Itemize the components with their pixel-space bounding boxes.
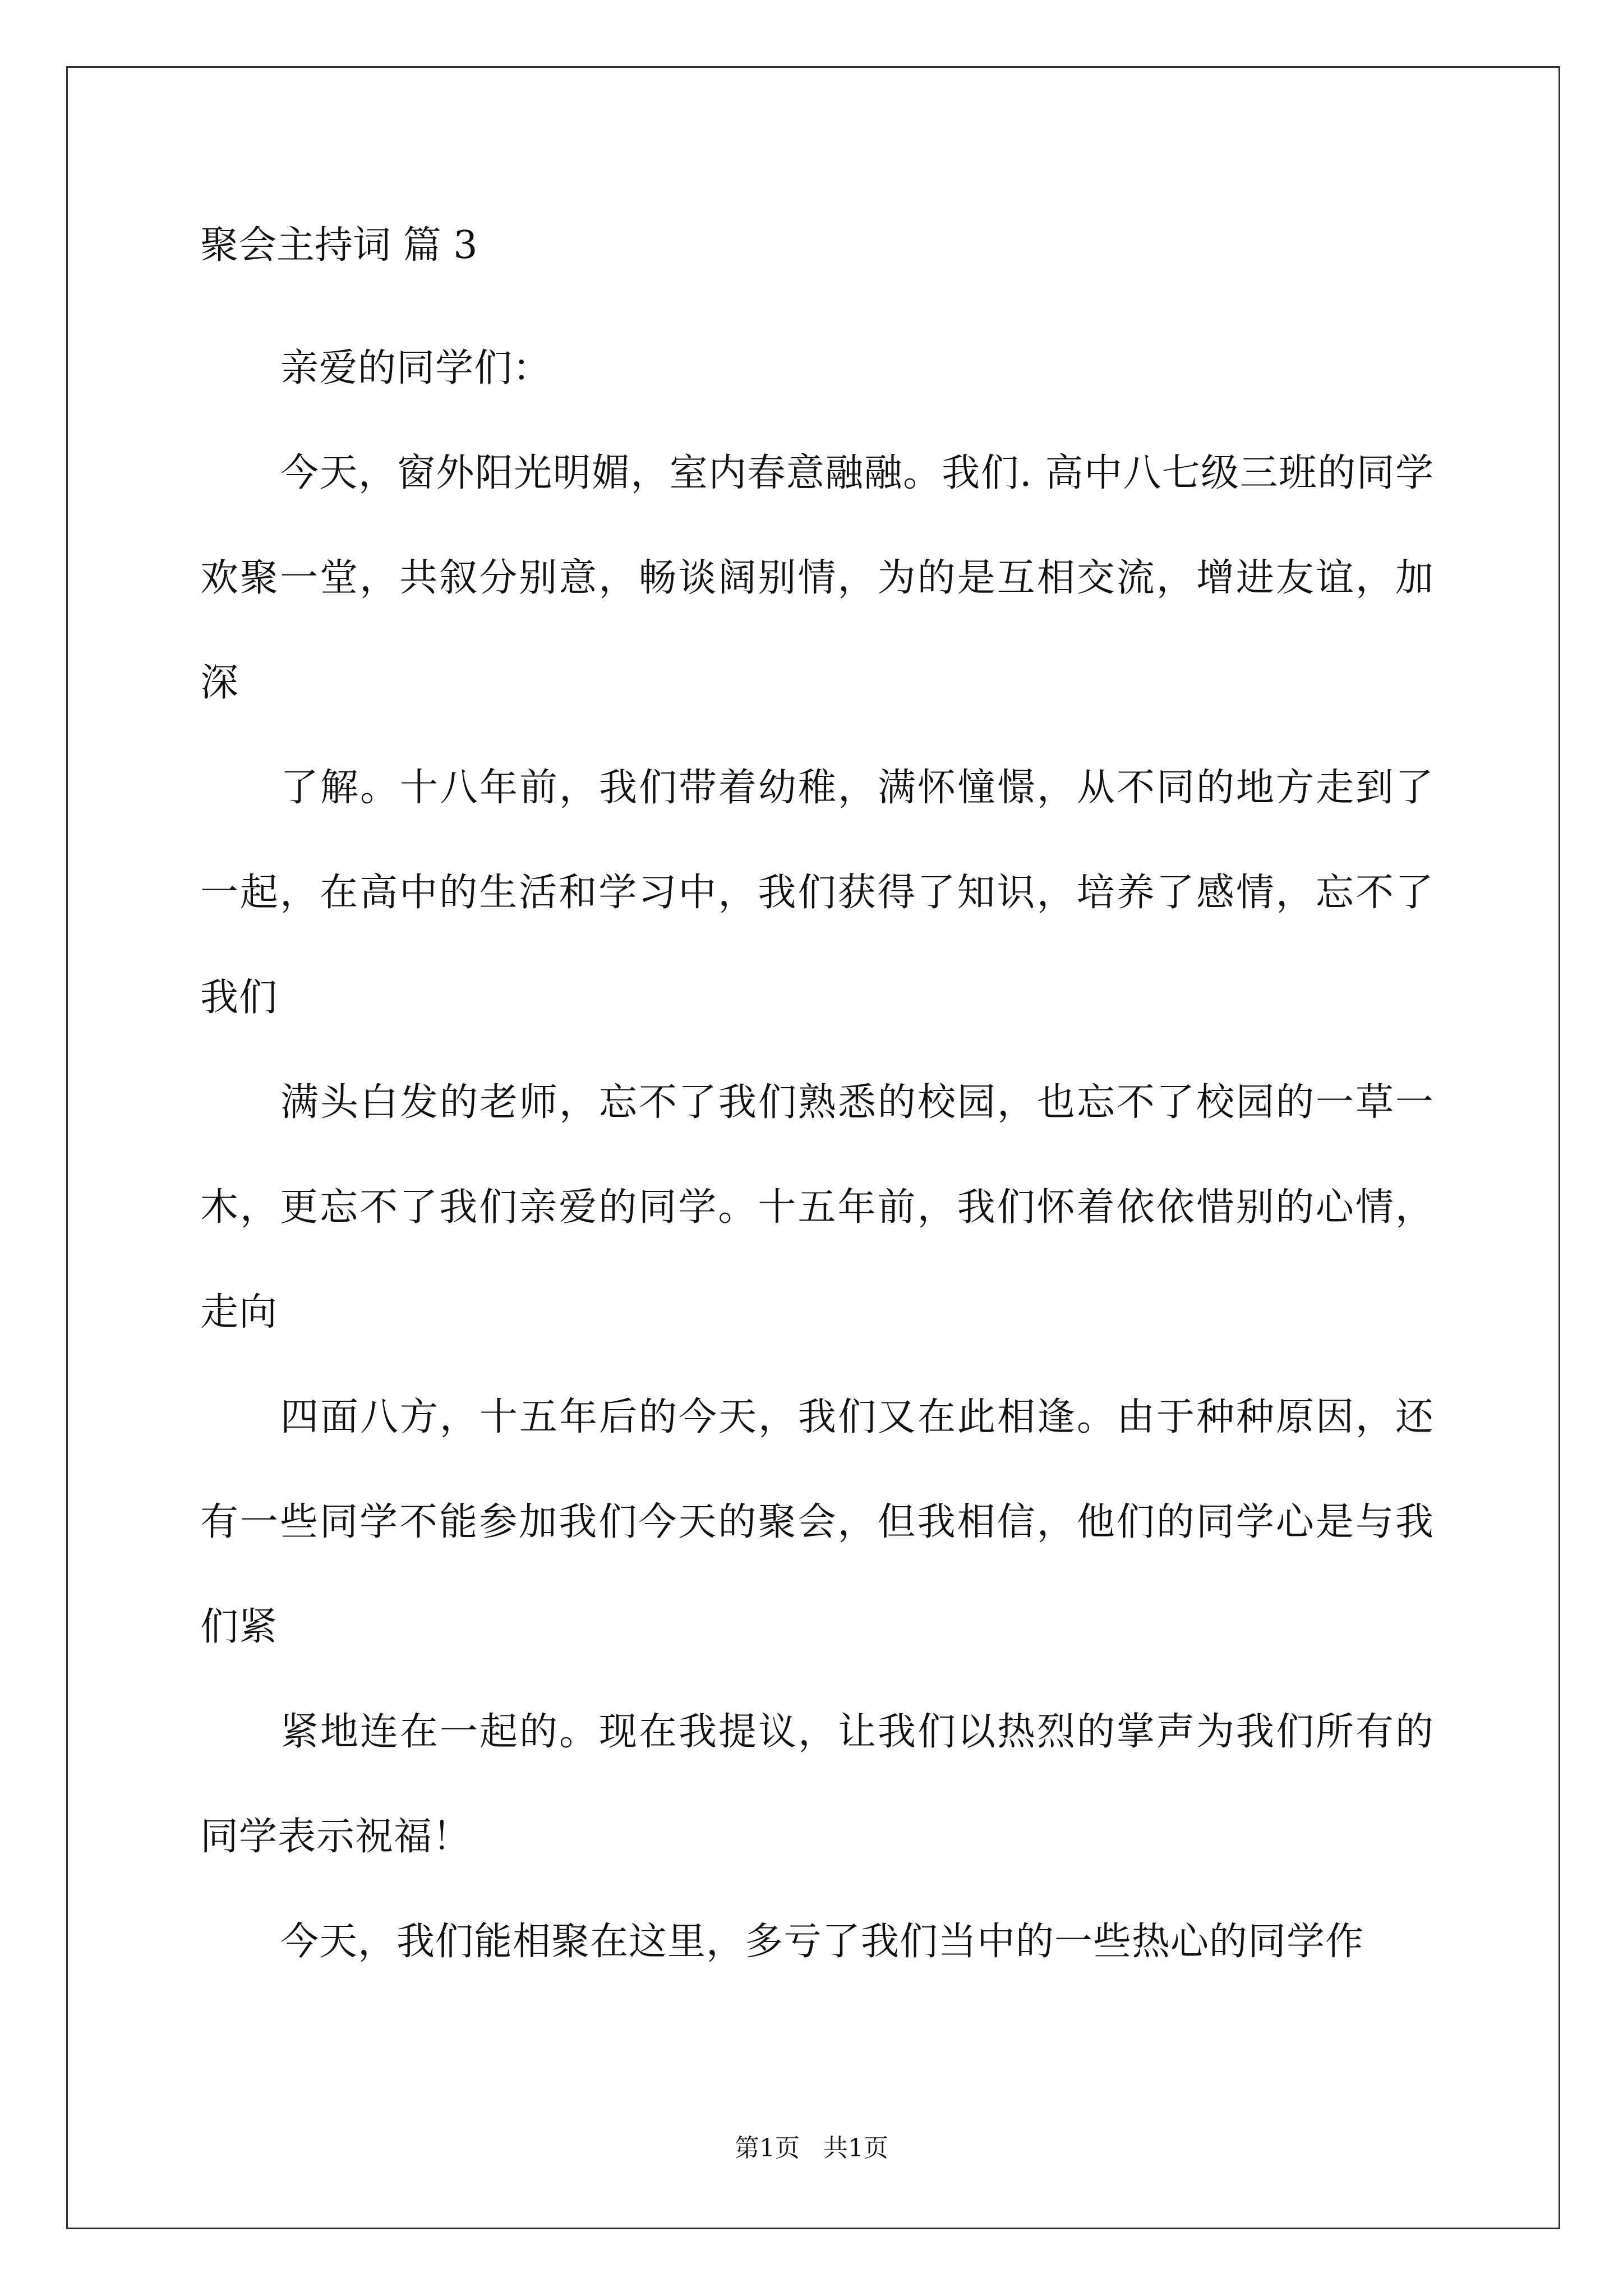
paragraph: 今天，窗外阳光明媚，室内春意融融。我们. 高中八七级三班的同学欢聚一堂，共叙分别意，畅谈阔别情，为的是互相交流，增进友谊，加深 bbox=[200, 451, 1434, 705]
document-title: 聚会主持词 篇 3 bbox=[200, 223, 478, 268]
paragraph: 今天，我们能相聚在这里，多亏了我们当中的一些热心的同学作 bbox=[280, 1920, 1364, 1964]
page-number: 第1页 共1页 bbox=[735, 2134, 888, 2162]
paragraph: 四面八方，十五年后的今天，我们又在此相逢。由于种种原因，还有一些同学不能参加我们今天的聚会，但我相信，他们的同学心是与我们紧 bbox=[200, 1395, 1434, 1649]
document-body bbox=[200, 211, 1434, 1994]
paragraph-greeting: 亲爱的同学们： bbox=[280, 346, 552, 390]
paragraph: 满头白发的老师，忘不了我们熟悉的校园，也忘不了校园的一草一木，更忘不了我们亲爱的同学。十五年前，我们怀着依依惜别的心情，走向 bbox=[200, 1080, 1434, 1335]
paragraph: 紧地连在一起的。现在我提议，让我们以热烈的掌声为我们所有的同学表示祝福！ bbox=[200, 1710, 1434, 1859]
paragraph: 了解。十八年前，我们带着幼稚，满怀憧憬，从不同的地方走到了一起，在高中的生活和学习中，我们获得了知识，培养了感情，忘不了我们 bbox=[200, 766, 1434, 1020]
